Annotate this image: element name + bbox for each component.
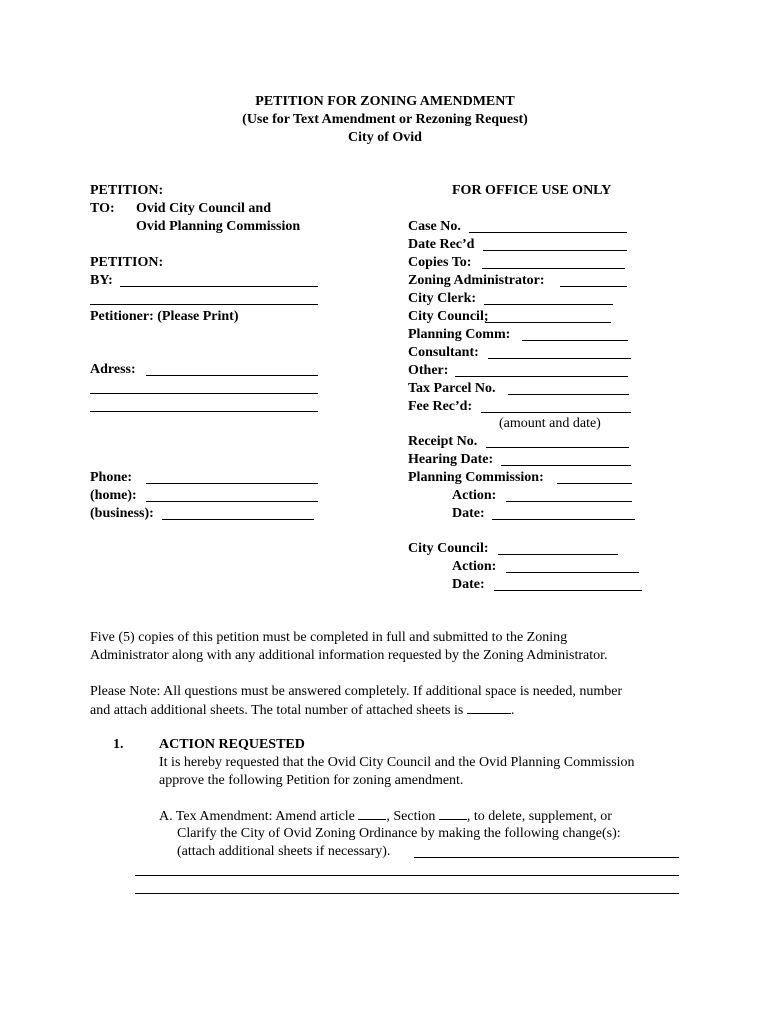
address-label: Adress: bbox=[90, 362, 136, 377]
pc-date-label: Date: bbox=[452, 506, 485, 521]
instructions-p1-line1: Five (5) copies of this petition must be completed in full and submitted to the Zoning bbox=[90, 630, 568, 645]
text-amendment-line3: (attach additional sheets if necessary). bbox=[177, 844, 391, 859]
instructions-p2-line2: and attach additional sheets. The total number of attached sheets is . bbox=[90, 703, 515, 718]
planning-commission-label: Planning Commission: bbox=[408, 470, 544, 485]
city-name: City of Ovid bbox=[348, 130, 422, 145]
cc-date-field[interactable] bbox=[494, 590, 642, 591]
cc-action-label: Action: bbox=[452, 559, 497, 574]
home-label: (home): bbox=[90, 488, 137, 503]
phone-field[interactable] bbox=[146, 483, 318, 484]
city-clerk-field[interactable] bbox=[484, 304, 613, 305]
receipt-no-label: Receipt No. bbox=[408, 434, 478, 449]
section-heading: ACTION REQUESTED bbox=[159, 737, 305, 752]
address-field-3[interactable] bbox=[90, 411, 318, 412]
petitioner-name-field[interactable] bbox=[120, 286, 318, 287]
pc-date-field[interactable] bbox=[492, 519, 635, 520]
hearing-date-field[interactable] bbox=[501, 465, 631, 466]
copies-to-field[interactable] bbox=[482, 268, 625, 269]
zoning-administrator-field[interactable] bbox=[560, 286, 627, 287]
section-field[interactable] bbox=[439, 807, 467, 820]
fee-received-label: Fee Rec’d: bbox=[408, 399, 473, 414]
consultant-field[interactable] bbox=[488, 358, 631, 359]
receipt-no-field[interactable] bbox=[486, 447, 629, 448]
change-description-field-3[interactable] bbox=[135, 893, 679, 894]
case-no-label: Case No. bbox=[408, 219, 461, 234]
to-recipient-line1: Ovid City Council and bbox=[136, 201, 271, 216]
date-received-label: Date Rec’d bbox=[408, 237, 475, 252]
to-label: TO: bbox=[90, 201, 115, 216]
text-amendment-line1: A. Tex Amendment: Amend article , Section , to delete, supplement, or bbox=[159, 809, 612, 824]
petition-label: PETITION: bbox=[90, 183, 164, 198]
section-text-line2: approve the following Petition for zoning amendment. bbox=[159, 773, 464, 788]
article-field[interactable] bbox=[358, 807, 386, 820]
form-title: PETITION FOR ZONING AMENDMENT bbox=[255, 94, 515, 109]
city-council-copy-label: City Council; bbox=[408, 309, 489, 324]
instructions-p1-line2: Administrator along with any additional information requested by the Zoning Administrator. bbox=[90, 648, 608, 663]
cc-date-label: Date: bbox=[452, 577, 485, 592]
city-council-copy-field[interactable] bbox=[485, 322, 611, 323]
copies-to-label: Copies To: bbox=[408, 255, 472, 270]
planning-comm-field[interactable] bbox=[522, 340, 628, 341]
consultant-label: Consultant: bbox=[408, 345, 479, 360]
pc-action-field[interactable] bbox=[506, 501, 632, 502]
pc-action-label: Action: bbox=[452, 488, 497, 503]
home-phone-field[interactable] bbox=[146, 501, 318, 502]
phone-label: Phone: bbox=[90, 470, 132, 485]
fee-received-field[interactable] bbox=[481, 412, 631, 413]
planning-commission-field[interactable] bbox=[557, 483, 632, 484]
petition-by-label: PETITION: bbox=[90, 255, 164, 270]
office-use-heading: FOR OFFICE USE ONLY bbox=[452, 183, 612, 198]
case-no-field[interactable] bbox=[469, 232, 627, 233]
date-received-field[interactable] bbox=[483, 250, 627, 251]
by-label: BY: bbox=[90, 273, 113, 288]
address-field-1[interactable] bbox=[146, 375, 318, 376]
business-label: (business): bbox=[90, 506, 154, 521]
to-recipient-line2: Ovid Planning Commission bbox=[136, 219, 301, 234]
address-field-2[interactable] bbox=[90, 393, 318, 394]
other-field[interactable] bbox=[455, 376, 628, 377]
change-description-field-1[interactable] bbox=[414, 857, 679, 858]
attached-sheets-field[interactable] bbox=[467, 701, 511, 714]
petitioner-name-field-2[interactable] bbox=[90, 304, 318, 305]
zoning-administrator-label: Zoning Administrator: bbox=[408, 273, 545, 288]
planning-comm-label: Planning Comm: bbox=[408, 327, 511, 342]
hearing-date-label: Hearing Date: bbox=[408, 452, 494, 467]
instructions-p2-line1: Please Note: All questions must be answered completely. If additional space is needed, number bbox=[90, 684, 623, 699]
business-phone-field[interactable] bbox=[162, 519, 314, 520]
tax-parcel-field[interactable] bbox=[508, 394, 629, 395]
section-number: 1. bbox=[113, 737, 124, 752]
section-text-line1: It is hereby requested that the Ovid City Council and the Ovid Planning Commission bbox=[159, 755, 635, 770]
change-description-field-2[interactable] bbox=[135, 875, 679, 876]
tax-parcel-label: Tax Parcel No. bbox=[408, 381, 496, 396]
petitioner-label: Petitioner: (Please Print) bbox=[90, 309, 239, 324]
form-subtitle: (Use for Text Amendment or Rezoning Request) bbox=[242, 112, 528, 127]
city-clerk-label: City Clerk: bbox=[408, 291, 477, 306]
text-amendment-line2: Clarify the City of Ovid Zoning Ordinance by making the following change(s): bbox=[177, 826, 621, 841]
amount-date-hint: (amount and date) bbox=[499, 416, 601, 431]
other-label: Other: bbox=[408, 363, 449, 378]
city-council-field[interactable] bbox=[498, 554, 618, 555]
city-council-label: City Council: bbox=[408, 541, 489, 556]
cc-action-field[interactable] bbox=[506, 572, 639, 573]
